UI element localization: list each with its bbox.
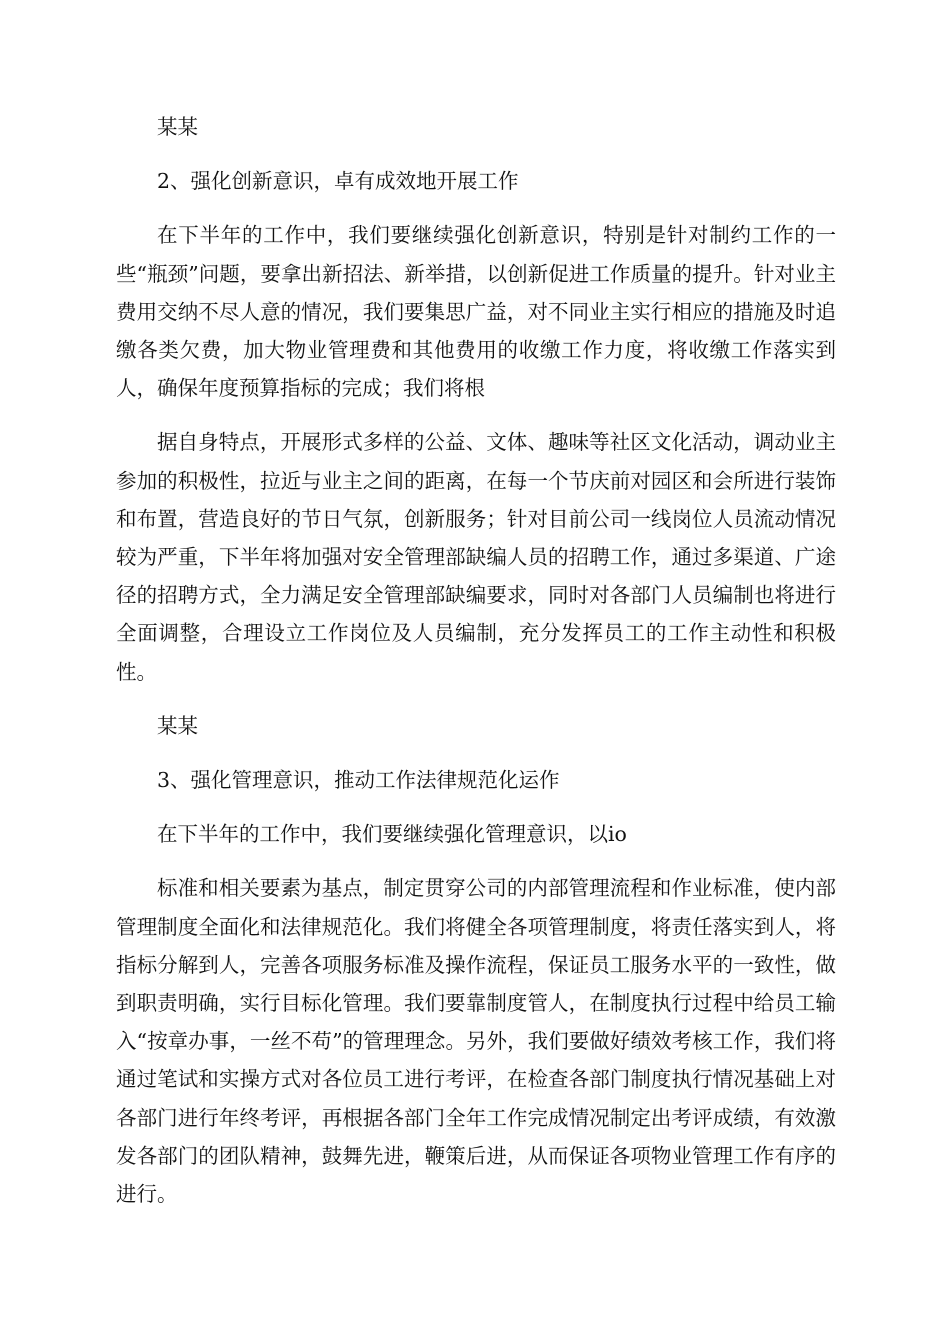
section-heading: 2、强化创新意识，卓有成效地开展工作: [157, 169, 519, 194]
document-body: [116, 108, 836, 1229]
body-paragraph: 在下半年的工作中，我们要继续强化创新意识，特别是针对制约工作的一些“瓶颈”问题，要拿出新招法、新举措，以创新促进工作质量的提升。针对业主费用交纳不尽人意的情况，我们要集思广益，对不同业主实行相应的措施及时追缴各类欠费，加大物业管理费和其他费用的收缴工作力度，将收缴工作落实到人，确保年度预算指标的完成；我们将根: [116, 223, 836, 401]
section-heading: 3、强化管理意识，推动工作法律规范化运作: [157, 768, 560, 793]
body-paragraph: 标准和相关要素为基点，制定贯穿公司的内部管理流程和作业标准，使内部管理制度全面化和法律规范化。我们将健全各项管理制度，将责任落实到人，将指标分解到人，完善各项服务标准及操作流程，保证员工服务水平的一致性，做到职责明确，实行目标化管理。我们要靠制度管人，在制度执行过程中给员工输入“按章办事，一丝不苟”的管理理念。另外，我们要做好绩效考核工作，我们将通过笔试和实操方式对各位员工进行考评，在检查各部门制度执行情况基础上对各部门进行年终考评，再根据各部门全年工作完成情况制定出考评成绩，有效激发各部门的团队精神，鼓舞先进，鞭策后进，从而保证各项物业管理工作有序的进行。: [116, 876, 836, 1207]
body-paragraph: 在下半年的工作中，我们要继续强化管理意识，以io: [157, 822, 627, 847]
body-paragraph: 据自身特点，开展形式多样的公益、文体、趣味等社区文化活动，调动业主参加的积极性，拉近与业主之间的距离，在每一个节庆前对园区和会所进行装饰和布置，营造良好的节日气氛，创新服务；针对目前公司一线岗位人员流动情况较为严重，下半年将加强对安全管理部缺编人员的招聘工作，通过多渠道、广途径的招聘方式，全力满足安全管理部缺编要求，同时对各部门人员编制也将进行全面调整，合理设立工作岗位及人员编制，充分发挥员工的工作主动性和积极性。: [116, 430, 836, 684]
section-label: 某某: [157, 115, 198, 139]
section-label: 某某: [157, 713, 198, 738]
